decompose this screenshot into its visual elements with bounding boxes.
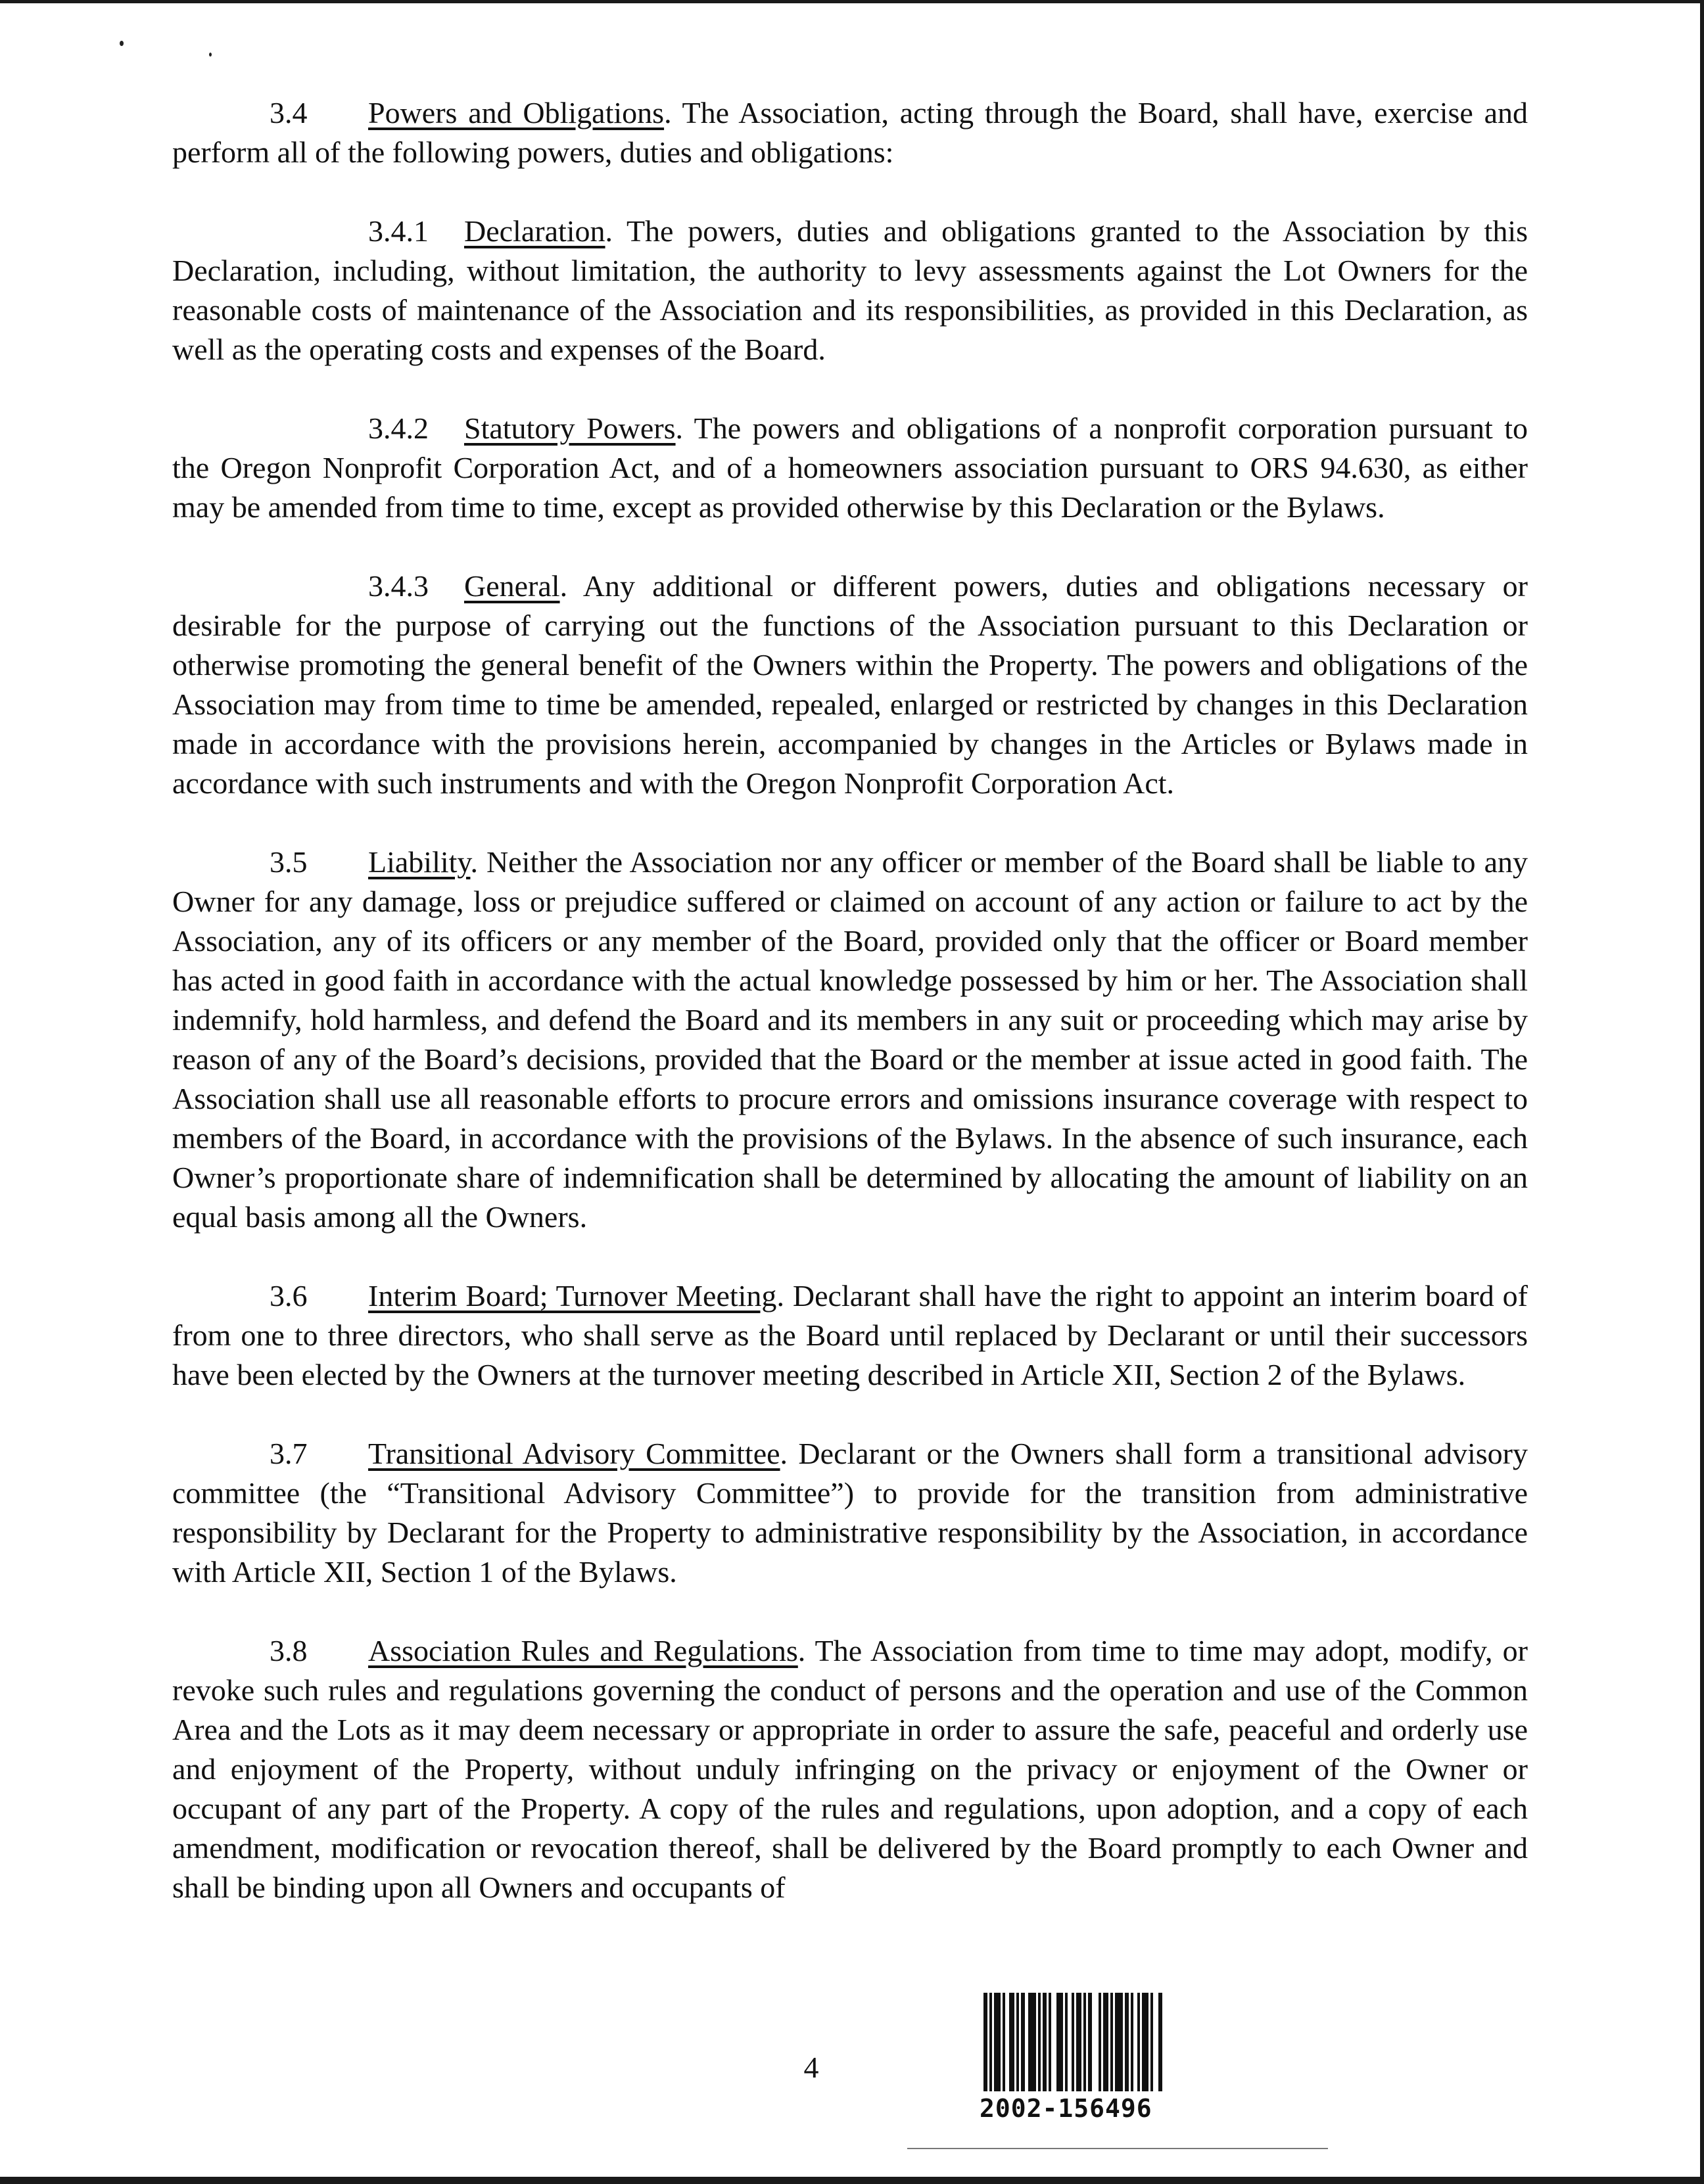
- section-number: 3.7: [270, 1437, 308, 1470]
- document-body: [172, 93, 1528, 1947]
- section-number: 3.4.2: [368, 411, 429, 445]
- section-number: 3.5: [270, 845, 308, 879]
- section-heading: Powers and Obligations: [368, 96, 665, 129]
- section-number: 3.8: [270, 1634, 308, 1667]
- section-number: 3.4.3: [368, 569, 429, 603]
- section-body: . Declarant shall have the right to appoint an interim board of from one to three directors, who shall serve as the Board until replaced by Declarant or until their successors have been elected by the Owners at the turnover meeting described in Article XII, Section 2 of the Bylaws.: [172, 1279, 1528, 1391]
- section-3-4-3: [172, 567, 1528, 803]
- barcode-bar: [1076, 1993, 1081, 2091]
- section-number: 3.4: [270, 96, 308, 129]
- section-body: . Declarant or the Owners shall form a transitional advisory committee (the “Transitional Advisory Committee”) to provide for the transition from administrative responsibility by Declarant for the Property to administrative responsibility by the Association, in accordance with Article XII, Section 1 of the Bylaws.: [172, 1437, 1528, 1589]
- scan-edge-right: [1700, 0, 1704, 2184]
- section-heading: Interim Board; Turnover Meeting: [368, 1279, 777, 1313]
- barcode-bar: [983, 1993, 987, 2091]
- barcode-bar: [989, 1993, 992, 2091]
- barcode-bar: [1056, 1993, 1063, 2091]
- barcode-bar: [1038, 1993, 1041, 2091]
- page-number: 4: [803, 2051, 819, 2084]
- section-body: . Any additional or different powers, duties and obligations necessary or desirable for the purpose of carrying out the functions of the Association pursuant to this Declaration or otherwise promoting the general benefit of the Owners within the Property. The powers and obligations of the Association may from time to time be amended, repealed, enlarged or restricted by changes in this Declaration made in accordance with the provisions herein, accompanied by changes in the Articles or Bylaws made in accordance with such instruments and with the Oregon Nonprofit Corporation Act.: [172, 569, 1528, 800]
- section-number: 3.6: [270, 1279, 308, 1313]
- section-3-4: [172, 93, 1528, 172]
- barcode-bar: [1043, 1993, 1047, 2091]
- scan-line: [907, 2148, 1328, 2149]
- barcode-bar: [1115, 1993, 1123, 2091]
- section-body: . Neither the Association nor any officer or member of the Board shall be liable to any Owner for any damage, loss or prejudice suffered or claimed on account of any action or failure to act by the Association, any of its officers or any member of the Board, provided only that the officer or Board member has acted in good faith in accordance with the actual knowledge possessed by him or her. The Association shall indemnify, hold harmless, and defend the Board and its members in any suit or proceeding which may arise by reason of any of the Board’s decisions, provided that the Board or the member at issue acted in good faith. The Association shall use all reasonable efforts to procure errors and omissions insurance coverage with respect to members of the Board, in accordance with the provisions of the Bylaws. In the absence of such insurance, each Owner’s proportionate share of indemnification shall be determined by allocating the amount of liability on an equal basis among all the Owners.: [172, 845, 1528, 1234]
- section-heading: Transitional Advisory Committee: [368, 1437, 780, 1470]
- section-3-4-2: [172, 409, 1528, 527]
- barcode-bar: [994, 1993, 1001, 2091]
- barcode-bar: [1003, 1993, 1005, 2091]
- scan-edge-bottom: [0, 2177, 1704, 2184]
- barcode-bar: [1125, 1993, 1129, 2091]
- barcode-bar: [1016, 1993, 1019, 2091]
- section-heading: General: [464, 569, 560, 603]
- section-body: . The powers and obligations of a nonprofit corporation pursuant to the Oregon Nonprofit Corporation Act, and of a homeowners association pursuant to ORS 94.630, as either may be amended from time to time, except as provided otherwise by this Declaration or the Bylaws.: [172, 411, 1528, 524]
- barcode: [983, 1993, 1283, 2101]
- barcode-number: 2002-156496: [980, 2094, 1152, 2123]
- barcode-bar: [1103, 1993, 1108, 2091]
- barcode-bar: [1131, 1993, 1133, 2091]
- section-number: 3.4.1: [368, 214, 429, 248]
- section-3-7: [172, 1434, 1528, 1592]
- barcode-bar: [1049, 1993, 1051, 2091]
- scan-speck: [209, 53, 212, 57]
- section-heading: Declaration: [464, 214, 605, 248]
- barcode-bar: [1137, 1993, 1140, 2091]
- barcode-bar: [1110, 1993, 1113, 2091]
- section-3-8: [172, 1631, 1528, 1907]
- scan-edge-top: [0, 0, 1704, 3]
- section-3-6: [172, 1276, 1528, 1395]
- barcode-bar: [1099, 1993, 1101, 2091]
- barcode-bar: [1021, 1993, 1025, 2091]
- scan-speck: [120, 41, 124, 46]
- barcode-bar: [1009, 1993, 1014, 2091]
- barcode-bar: [1083, 1993, 1086, 2091]
- section-body: . The Association, acting through the Board, shall have, exercise and perform all of the following powers, duties and obligations:: [172, 96, 1528, 169]
- barcode-bar: [1065, 1993, 1068, 2091]
- barcode-bar: [1158, 1993, 1162, 2091]
- section-3-4-1: [172, 212, 1528, 369]
- section-heading: Statutory Powers: [464, 411, 676, 445]
- section-heading: Liability: [368, 845, 471, 879]
- section-3-5: [172, 843, 1528, 1237]
- barcode-bar: [1150, 1993, 1153, 2091]
- barcode-bar: [1142, 1993, 1148, 2091]
- barcode-bar: [1072, 1993, 1074, 2091]
- section-body: . The Association from time to time may adopt, modify, or revoke such rules and regulations governing the conduct of persons and the operation and use of the Common Area and the Lots as it may deem necessary or appropriate in order to assure the safe, peaceful and orderly use and enjoyment of the Property, without unduly infringing on the privacy or enjoyment of the Owner or occupant of any part of the Property. A copy of the rules and regulations, upon adoption, and a copy of each amendment, modification or revocation thereof, shall be delivered by the Board promptly to each Owner and shall be binding upon all Owners and occupants of: [172, 1634, 1528, 1904]
- barcode-bar: [1028, 1993, 1036, 2091]
- section-heading: Association Rules and Regulations: [368, 1634, 798, 1667]
- barcode-bar: [1088, 1993, 1092, 2091]
- section-body: . The powers, duties and obligations granted to the Association by this Declaration, including, without limitation, the authority to levy assessments against the Lot Owners for the reasonable costs of maintenance of the Association and its responsibilities, as provided in this Declaration, as well as the operating costs and expenses of the Board.: [172, 214, 1528, 366]
